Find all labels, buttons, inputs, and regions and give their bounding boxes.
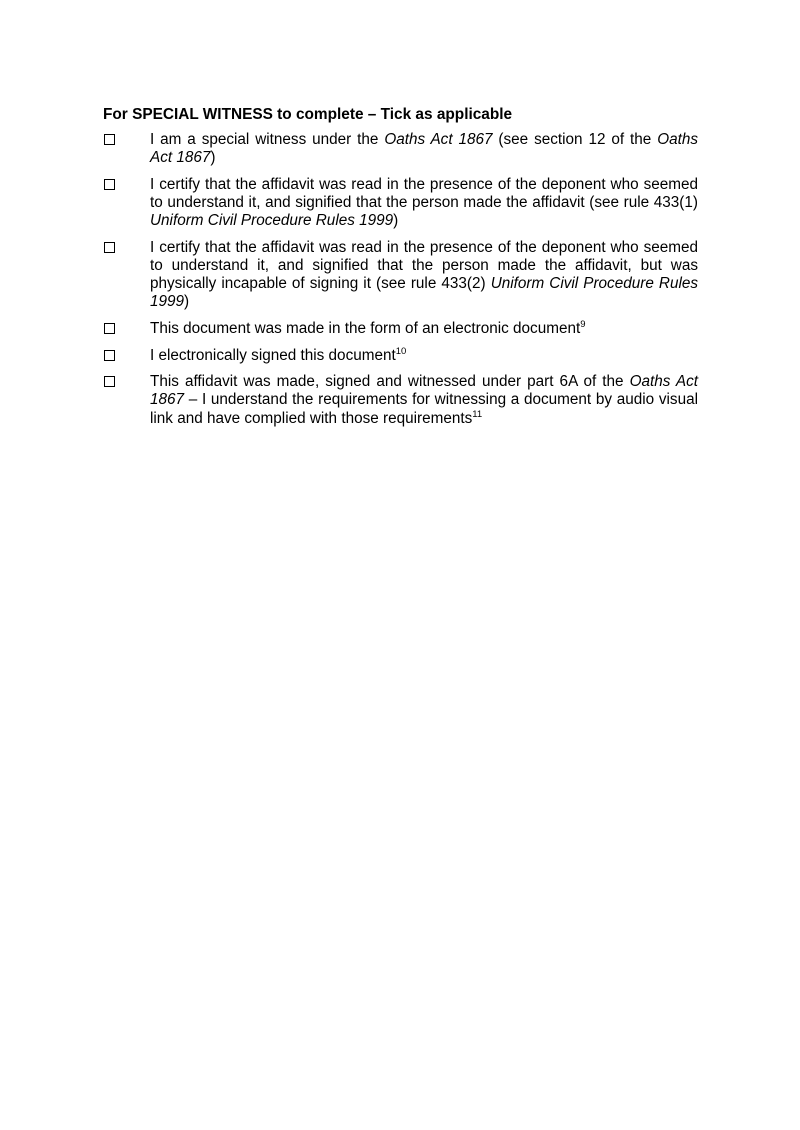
text-segment: I certify that the affidavit was read in the presence of the deponent who seemed to understand it, and signified that the person made the affidavit (see rule 433(1) [150,175,698,211]
checklist-item [103,131,698,167]
text-segment-italic: Oaths Act 1867 [150,373,698,409]
item-text [150,373,698,428]
checkbox[interactable] [104,350,115,361]
item-text [150,131,698,167]
checklist [103,131,698,436]
footnote-reference: 11 [472,408,483,420]
text-segment-italic: Oaths Act 1867 [150,131,698,167]
checklist-item [103,347,698,365]
text-segment-italic: Uniform Civil Procedure Rules 1999 [150,275,699,311]
text-segment: (see section 12 of the [492,131,658,148]
text-segment: ) [184,293,190,311]
checkbox[interactable] [104,376,115,387]
text-segment: – I understand the requirements for witnessing a document by audio visual link and have complied with those requirements [150,391,698,427]
section-heading: For SPECIAL WITNESS to complete – Tick as applicable [103,106,513,123]
text-segment: ) [210,149,216,167]
footnote-reference: 9 [580,319,586,330]
text-segment: This document was made in the form of an electronic document [150,320,581,337]
checklist-item [103,176,698,231]
text-segment: I certify that the affidavit was read in the presence of the deponent who seemed to understand it, and signified that the person made the affidavit, but was physically incapable of signing it (see rule 433(2) [150,238,698,293]
checkbox[interactable] [104,134,115,145]
checklist-item [103,373,698,428]
text-segment: I am a special witness under the [150,131,385,148]
item-text [150,320,698,338]
text-segment: ) [393,212,399,230]
checkbox[interactable] [104,323,115,334]
text-segment: This affidavit was made, signed and witnessed under part 6A of the [150,373,630,391]
text-segment: I electronically signed this document [150,346,396,364]
item-text [150,347,698,365]
footnote-reference: 10 [395,345,407,357]
checkbox[interactable] [104,242,115,253]
item-text [150,176,698,231]
text-segment-italic: Uniform Civil Procedure Rules 1999 [150,212,394,230]
text-segment-italic: Oaths Act 1867 [384,131,493,148]
item-text [150,239,698,312]
checklist-item [103,320,698,338]
checkbox[interactable] [104,179,115,190]
checklist-item [103,239,698,312]
